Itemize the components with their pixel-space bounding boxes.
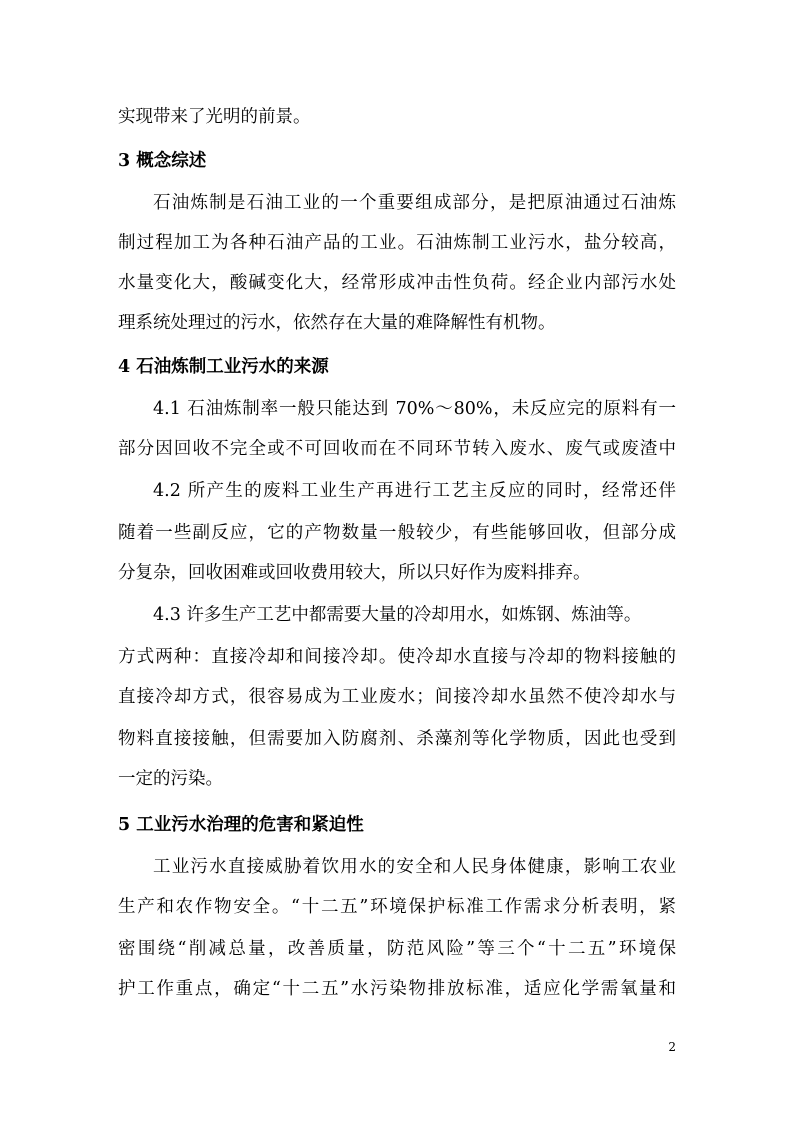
text-line: 随着一些副反应，它的产物数量一般较少，有些能够回收，但部分成 xyxy=(118,523,676,543)
text-line: 一定的污染。 xyxy=(118,769,223,789)
text-line: 制过程加工为各种石油产品的工业。石油炼制工业污水，盐分较高， xyxy=(118,233,676,253)
text-line: 部分因回收不完全或不可回收而在不同环节转入废水、废气或废渣中 xyxy=(118,439,676,459)
text-line: 直接冷却方式，很容易成为工业废水；间接冷却水虽然不使冷却水与 xyxy=(118,687,676,707)
text-line: 实现带来了光明的前景。 xyxy=(118,107,311,127)
text-line: 4.3 许多生产工艺中都需要大量的冷却用水，如炼钢、炼油等。 xyxy=(153,605,642,625)
text-line: 工业污水直接威胁着饮用水的安全和人民身体健康，影响工农业 xyxy=(153,857,676,877)
text-line: 石油炼制是石油工业的一个重要组成部分，是把原油通过石油炼 xyxy=(153,193,676,213)
section-heading: 4 石油炼制工业污水的来源 xyxy=(118,357,329,377)
text-line: 物料直接接触，但需要加入防腐剂、杀藻剂等化学物质，因此也受到 xyxy=(118,729,676,749)
text-line: 护工作重点，确定“十二五”水污染物排放标准，适应化学需氧量和 xyxy=(118,979,676,999)
text-line: 方式两种：直接冷却和间接冷却。使冷却水直接与冷却的物料接触的 xyxy=(118,647,676,667)
text-line: 分复杂，回收困难或回收费用较大，所以只好作为废料排弃。 xyxy=(118,563,591,583)
text-line: 密围绕“削减总量，改善质量，防范风险”等三个“十二五”环境保 xyxy=(118,939,676,959)
text-line: 水量变化大，酸碱变化大，经常形成冲击性负荷。经企业内部污水处 xyxy=(118,273,676,293)
page-number: 2 xyxy=(668,1040,676,1054)
section-heading: 3 概念综述 xyxy=(118,151,207,171)
text-line: 生产和农作物安全。“十二五”环境保护标准工作需求分析表明，紧 xyxy=(118,897,676,917)
section-heading: 5 工业污水治理的危害和紧迫性 xyxy=(118,815,364,835)
text-line: 4.1 石油炼制率一般只能达到 70%～80%，未反应完的原料有一 xyxy=(153,399,676,419)
text-line: 4.2 所产生的废料工业生产再进行工艺主反应的同时，经常还伴 xyxy=(153,481,676,501)
text-line: 理系统处理过的污水，依然存在大量的难降解性有机物。 xyxy=(118,313,556,333)
